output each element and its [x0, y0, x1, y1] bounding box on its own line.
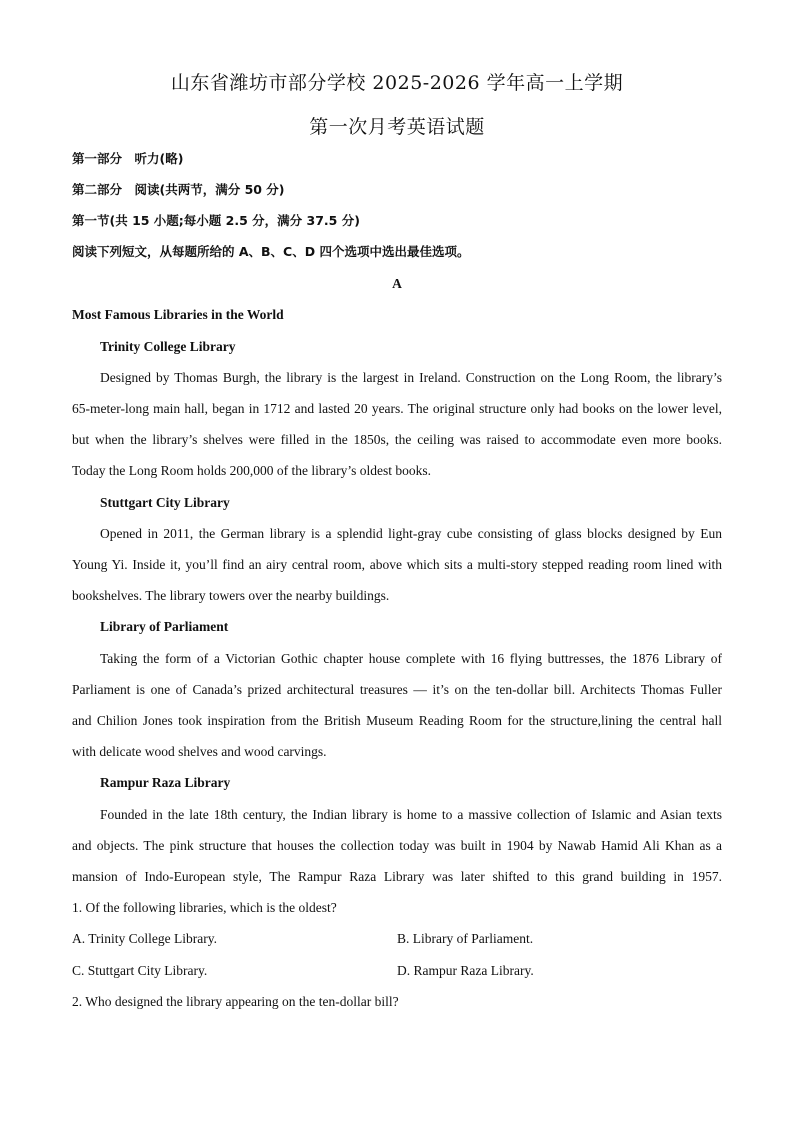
paragraph-line: and Chilion Jones took inspiration from the British Museum Reading Room for the structure,lining the central hall	[72, 713, 722, 728]
passage-letter: A	[392, 276, 402, 291]
paragraph-line: Designed by Thomas Burgh, the library is the largest in Ireland. Construction on the Long Room, the library’s	[100, 370, 722, 385]
question-1-option-b: B. Library of Parliament.	[397, 931, 534, 946]
paragraph-line: bookshelves. The library towers over the nearby buildings.	[72, 588, 390, 603]
question-2-stem: 2. Who designed the library appearing on the ten-dollar bill?	[72, 994, 399, 1009]
exam-title-line1: 山东省潍坊市部分学校 2025-2026 学年高一上学期	[170, 72, 624, 94]
paragraph-line: 65-meter-long main hall, began in 1712 and lasted 20 years. The original structure only had books on the lower level,	[72, 401, 722, 416]
paragraph-line: mansion of Indo-European style, The Rampur Raza Library was later shifted to this grand building in 1957.	[72, 869, 722, 884]
library-name-stuttgart: Stuttgart City Library	[100, 495, 230, 510]
section1-heading: 第一节(共 15 小题;每小题 2.5 分，满分 37.5 分)	[72, 213, 360, 228]
library-name-parliament: Library of Parliament	[100, 619, 229, 634]
question-1-option-c: C. Stuttgart City Library.	[72, 963, 208, 978]
question-1-option-d: D. Rampur Raza Library.	[397, 963, 534, 978]
paragraph-line: Founded in the late 18th century, the Indian library is home to a massive collection of Islamic and Asian texts	[100, 807, 722, 822]
exam-title-line2: 第一次月考英语试题	[309, 116, 485, 138]
passage-heading: Most Famous Libraries in the World	[72, 307, 284, 322]
paragraph-line: with delicate wood shelves and wood carvings.	[72, 744, 327, 759]
paragraph-line: Parliament is one of Canada’s prized architectural treasures — it’s on the ten-dollar bill. Architects Thomas Fuller	[72, 682, 722, 697]
paragraph-line: Opened in 2011, the German library is a splendid light-gray cube consisting of glass blocks designed by Eun	[100, 526, 722, 541]
library-name-trinity: Trinity College Library	[100, 339, 236, 354]
paragraph-line: Today the Long Room holds 200,000 of the library’s oldest books.	[72, 463, 432, 478]
part1-heading: 第一部分 听力(略)	[72, 151, 184, 166]
paragraph-line: but when the library’s shelves were filled in the 1850s, the ceiling was raised to accommodate even more books.	[72, 432, 722, 447]
paragraph-line: Taking the form of a Victorian Gothic chapter house complete with 16 flying buttresses, the 1876 Library of	[100, 651, 722, 666]
question-1-stem: 1. Of the following libraries, which is the oldest?	[72, 900, 337, 915]
paragraph-line: Young Yi. Inside it, you’ll find an airy central room, above which sits a multi-story stepped reading room lined with	[72, 557, 722, 572]
question-1-option-a: A. Trinity College Library.	[72, 931, 217, 946]
part2-heading: 第二部分 阅读(共两节，满分 50 分)	[72, 182, 285, 197]
paragraph-line: and objects. The pink structure that houses the collection today was built in 1904 by Nawab Hamid Ali Khan as a	[72, 838, 722, 853]
reading-instruction: 阅读下列短文，从每题所给的 A、B、C、D 四个选项中选出最佳选项。	[72, 244, 470, 259]
library-name-rampur: Rampur Raza Library	[100, 775, 231, 790]
